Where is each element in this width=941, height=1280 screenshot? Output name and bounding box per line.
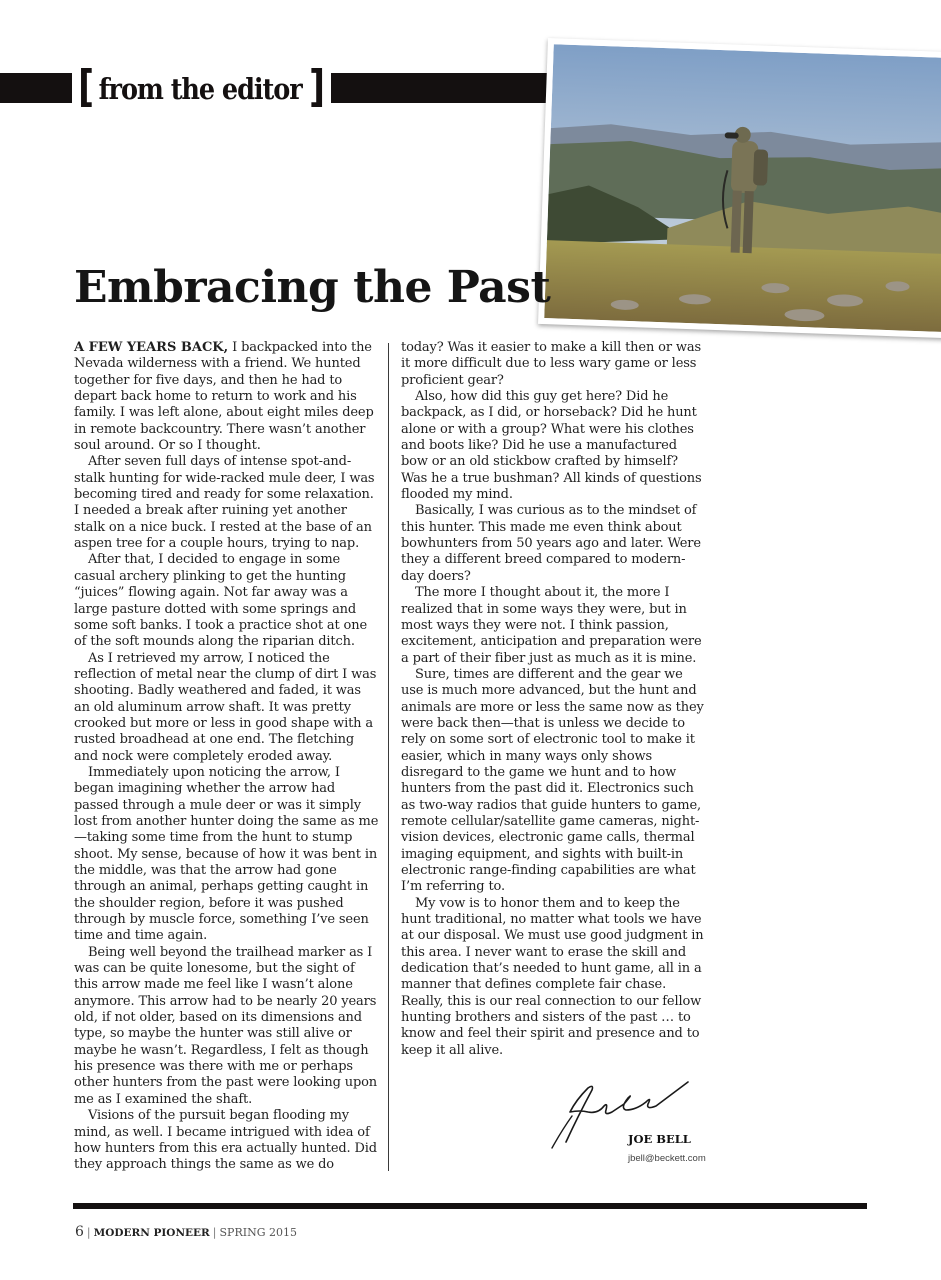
paragraph: After that, I decided to engage in some casual archery plinking to get the hunting “juices” flowing again. Not far away was a large pasture dotted with some springs and some soft banks. I took a practice shot at one of the soft mounds along the riparian ditch.: [74, 552, 367, 650]
paragraph: Also, how did this guy get here? Did he backpack, as I did, or horseback? Did he hunt alone or with a group? What were his clothes and boots like? Did he use a manufactured bow or an old stickbow crafted by himself? Was he a true bushman? All kinds of questions flooded my mind.: [401, 389, 702, 503]
footer-separator: |: [86, 1226, 91, 1239]
footer-separator: |: [212, 1226, 217, 1239]
paragraph-text: I backpacked into the Nevada wilderness with a friend. We hunted together for five days, and then he had to depart back home to return to work and his family. I was left alone, about eight miles deep in remote backcountry. There wasn’t another soul around. Or so I thought.: [74, 340, 374, 454]
issue-label: SPRING 2015: [219, 1226, 297, 1239]
paragraph: Sure, times are different and the gear we use is much more advanced, but the hunt and animals are more or less the same now as they were back then—that is unless we decide to rely on some sort of electronic tool to make it easier, which in many ways only shows disregard to the game we hunt and to how hunters from the past did it. Electronics such as two-way radios that guide hunters to game, remote cellular/satellite game cameras, night-vision devices, electronic game calls, thermal imaging equipment, and sights with built-in electronic range-finding capabilities are what I’m referring to.: [401, 666, 704, 895]
publication-name: MODERN PIONEER: [93, 1227, 210, 1239]
paragraph: As I retrieved my arrow, I noticed the reflection of metal near the clump of dirt I was shooting. Badly weathered and faded, it was an old aluminum arrow shaft. It was pretty crooked but more or less in good shape with a rusted broadhead at one end. The fletching and nock were completely eroded away.: [74, 650, 377, 764]
lead-in: A FEW YEARS BACK,: [74, 340, 229, 355]
article-column-2: [401, 340, 707, 1059]
bracket-open: [: [78, 61, 95, 112]
hero-photo: [538, 38, 941, 338]
paragraph: Immediately upon noticing the arrow, I began imagining whether the arrow had passed through a mule deer or was it simply lost from another hunter doing the same as me—taking some time from the hunt to stump shoot. My sense, because of how it was bent in the middle, was that the arrow had gone through an animal, perhaps getting caught in the shoulder region, before it was pushed through by muscle force, something I’ve seen time and time again.: [74, 764, 379, 944]
author-email: jbell@beckett.com: [628, 1153, 706, 1164]
section-label: from the editor: [98, 72, 302, 106]
page-footer: [75, 1224, 297, 1240]
paragraph: The more I thought about it, the more I realized that in some ways they were, but in most ways they were not. I think passion, excitement, anticipation and preparation were a part of their fiber just as much as it is mine.: [401, 585, 702, 666]
hunter-landscape-image: [544, 44, 941, 332]
page-number: 6: [75, 1224, 84, 1240]
article-column-1: [74, 340, 380, 1174]
column-divider: [388, 343, 389, 1171]
paragraph: Basically, I was curious as to the mindset of this hunter. This made me even think about bowhunters from 50 years ago and later. Were they a different breed compared to modern-day doers?: [401, 503, 701, 584]
article-title: Embracing the Past: [74, 262, 551, 313]
paragraph: Visions of the pursuit began flooding my mind, as well. I became intrigued with idea of how hunters from this era actually hunted. Did they approach things the same as we do: [74, 1108, 377, 1173]
paragraph: Being well beyond the trailhead marker as I was can be quite lonesome, but the sight of this arrow made me feel like I wasn’t alone anymore. This arrow had to be nearly 20 years old, if not older, based on its dimensions and type, so maybe the hunter was still alive or maybe he wasn’t. Regardless, I felt as though his presence was there with me or perhaps other hunters from the past were looking upon me as I examined the shaft.: [74, 944, 378, 1107]
footer-rule: [73, 1203, 867, 1209]
paragraph: After seven full days of intense spot-and-stalk hunting for wide-racked mule deer, I was becoming tired and ready for some relaxation. I needed a break after ruining yet another stalk on a nice buck. I rested at the base of an aspen tree for a couple hours, trying to nap.: [74, 454, 375, 552]
paragraph: My vow is to honor them and to keep the hunt traditional, no matter what tools we have at our disposal. We must use good judgment in this area. I never want to erase the skill and dedication that’s needed to hunt game, all in a manner that defines complete fair chase. Really, this is our real connection to our fellow hunting brothers and sisters of the past … to know and feel their spirit and presence and to keep it all alive.: [401, 895, 704, 1058]
section-header: [72, 61, 331, 112]
paragraph: [74, 340, 380, 454]
paragraph: today? Was it easier to make a kill then or was it more difficult due to less wary game or less proficient gear?: [401, 340, 701, 388]
author-name: JOE BELL: [628, 1132, 691, 1146]
bracket-close: ]: [308, 61, 325, 112]
